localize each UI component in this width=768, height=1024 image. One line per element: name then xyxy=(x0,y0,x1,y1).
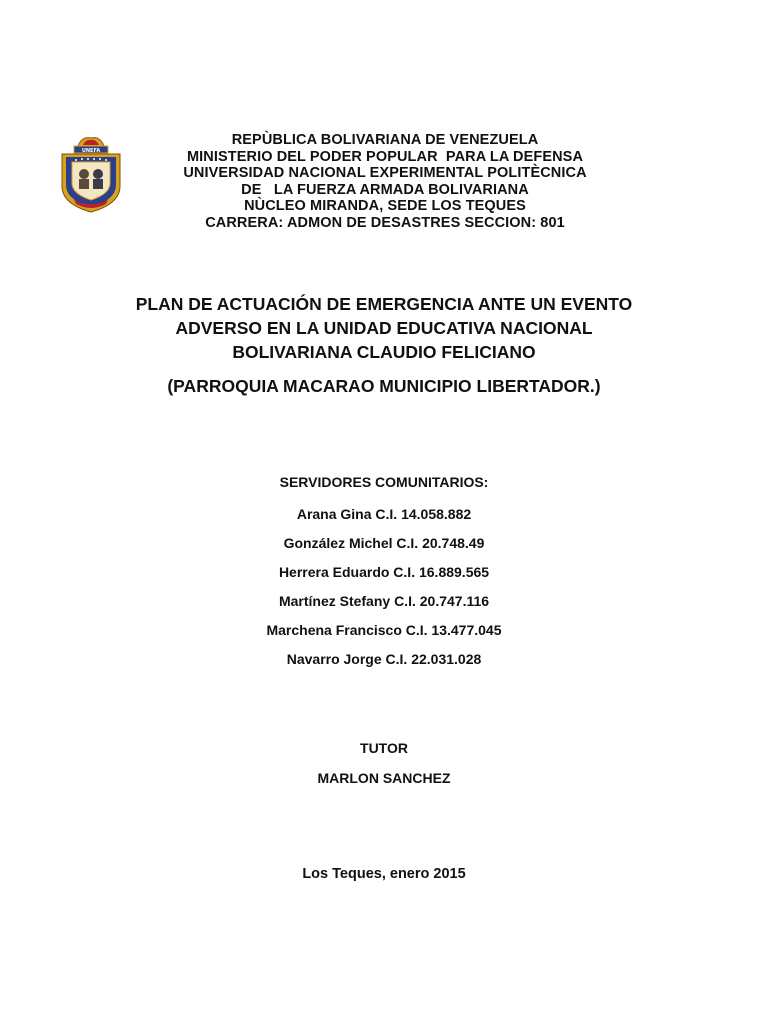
header-line: CARRERA: ADMON DE DESASTRES SECCION: 801 xyxy=(205,214,565,231)
list-item: Martínez Stefany C.I. 20.747.116 xyxy=(278,593,490,609)
title-line: ADVERSO EN LA UNIDAD EDUCATIVA NACIONAL xyxy=(175,318,593,338)
community-servers-section xyxy=(134,472,634,678)
header-line: UNIVERSIDAD NACIONAL EXPERIMENTAL POLITÈCNICA xyxy=(183,165,587,182)
header-line: DE LA FUERZA ARMADA BOLIVARIANA xyxy=(241,181,529,198)
document-subtitle: (PARROQUIA MACARAO MUNICIPIO LIBERTADOR.) xyxy=(167,376,601,396)
tutor-label: TUTOR xyxy=(360,740,408,756)
university-crest-logo xyxy=(56,134,126,214)
title-line: PLAN DE ACTUACIÓN DE EMERGENCIA ANTE UN EVENTO xyxy=(135,294,633,314)
header-line: MINISTERIO DEL PODER POPULAR PARA LA DEFENSA xyxy=(186,148,584,165)
header-line: NÙCLEO MIRANDA, SEDE LOS TEQUES xyxy=(244,198,526,215)
document-title xyxy=(84,292,684,364)
svg-text:UNEFA: UNEFA xyxy=(81,148,101,154)
list-item: Arana Gina C.I. 14.058.882 xyxy=(296,506,472,522)
title-line: BOLIVARIANA CLAUDIO FELICIANO xyxy=(232,342,536,362)
institution-header xyxy=(130,132,640,232)
list-item: Navarro Jorge C.I. 22.031.028 xyxy=(286,651,482,667)
tutor-name: MARLON SANCHEZ xyxy=(317,770,451,786)
place-date: Los Teques, enero 2015 xyxy=(302,866,466,882)
tutor-section xyxy=(234,738,534,788)
servers-heading: SERVIDORES COMUNITARIOS: xyxy=(279,474,489,490)
list-item: Marchena Francisco C.I. 13.477.045 xyxy=(266,622,502,638)
header-line: REPÙBLICA BOLIVARIANA DE VENEZUELA xyxy=(231,132,539,148)
list-item: González Michel C.I. 20.748.49 xyxy=(283,535,485,551)
list-item: Herrera Eduardo C.I. 16.889.565 xyxy=(278,564,490,580)
